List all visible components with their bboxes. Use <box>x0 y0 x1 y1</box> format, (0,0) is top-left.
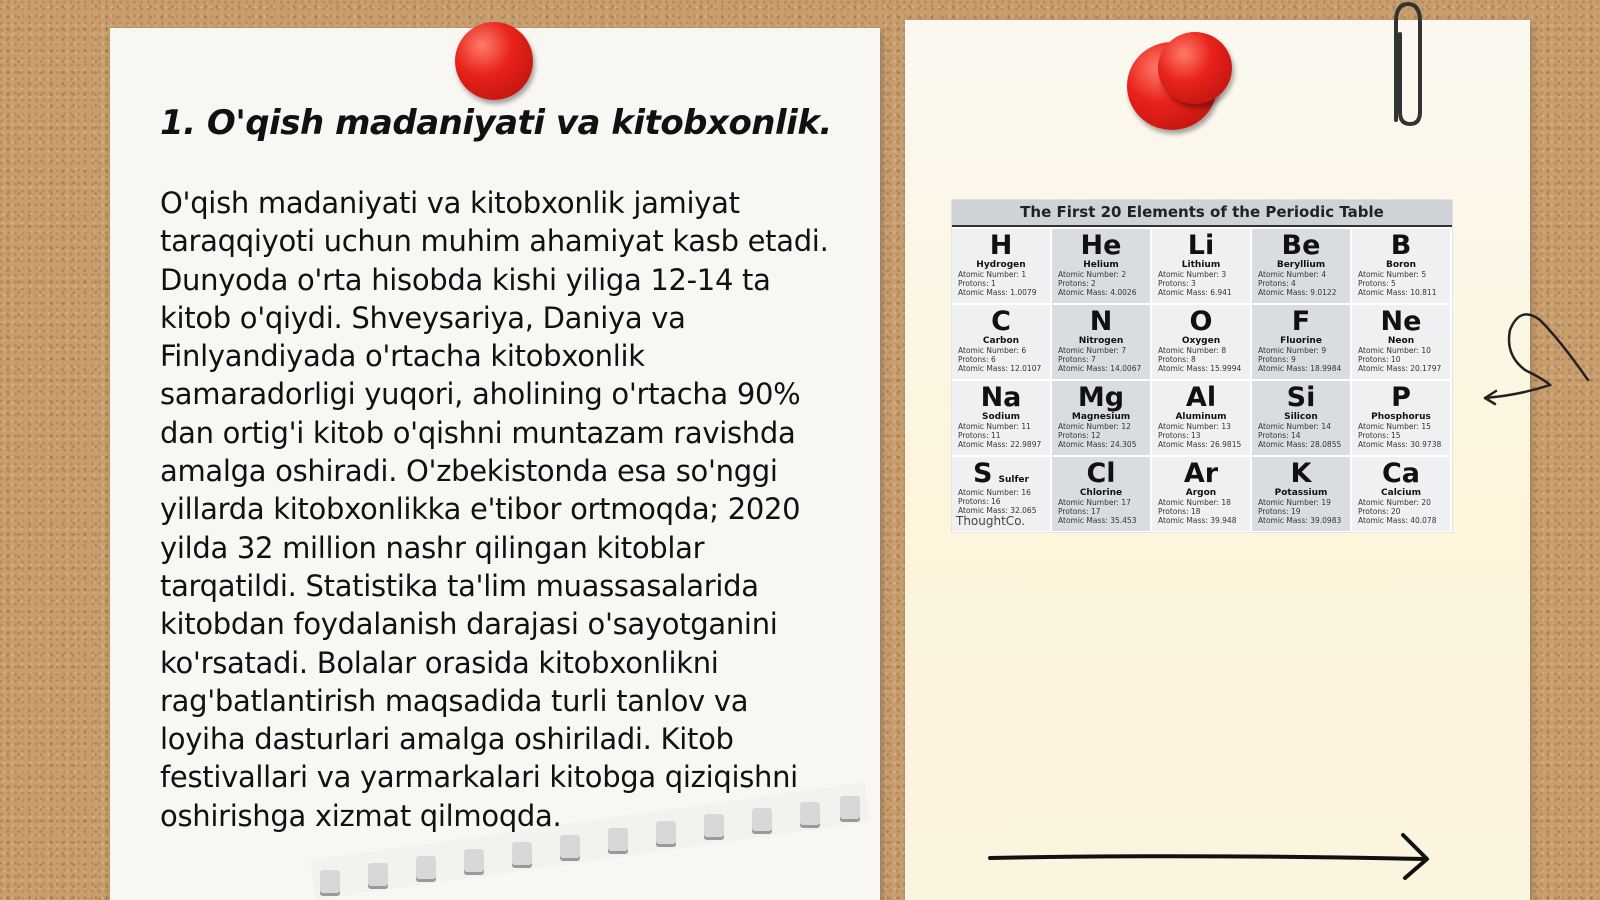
element-atomic-mass: Atomic Mass: 35.453 <box>1058 516 1137 525</box>
element-protons: Protons: 10 <box>1358 355 1401 364</box>
element-protons: Protons: 3 <box>1158 279 1196 288</box>
element-atomic-mass: Atomic Mass: 12.0107 <box>958 364 1042 373</box>
element-cell <box>1252 381 1350 455</box>
element-cell <box>952 229 1050 303</box>
element-cell <box>952 381 1050 455</box>
element-atomic-mass: Atomic Mass: 1.0079 <box>958 288 1037 297</box>
element-atomic-mass: Atomic Mass: 18.9984 <box>1258 364 1342 373</box>
element-atomic-number: Atomic Number: 11 <box>958 422 1031 431</box>
element-atomic-number: Atomic Number: 10 <box>1358 346 1431 355</box>
element-symbol: Na <box>980 382 1022 413</box>
element-cell <box>1252 305 1350 379</box>
element-atomic-number: Atomic Number: 5 <box>1358 270 1427 279</box>
element-name: Neon <box>1387 336 1415 346</box>
element-protons: Protons: 12 <box>1058 431 1101 440</box>
element-name: Sodium <box>982 412 1020 422</box>
element-symbol: He <box>1080 230 1122 261</box>
periodic-table-image <box>951 199 1453 533</box>
element-cell <box>1152 305 1250 379</box>
element-symbol: Mg <box>1077 382 1125 413</box>
element-atomic-number: Atomic Number: 14 <box>1258 422 1331 431</box>
paper-tab <box>368 863 388 889</box>
element-protons: Protons: 7 <box>1058 355 1096 364</box>
paper-tab <box>320 870 340 896</box>
element-symbol: Ca <box>1381 458 1421 489</box>
long-arrow-right-icon <box>985 830 1445 880</box>
element-atomic-mass: Atomic Mass: 39.948 <box>1158 516 1237 525</box>
element-atomic-number: Atomic Number: 13 <box>1158 422 1231 431</box>
element-atomic-number: Atomic Number: 18 <box>1158 498 1231 507</box>
element-atomic-number: Atomic Number: 16 <box>958 488 1031 497</box>
element-cell <box>952 305 1050 379</box>
element-atomic-mass: Atomic Mass: 22.9897 <box>958 440 1042 449</box>
element-name: Phosphorus <box>1371 412 1431 422</box>
element-name: Potassium <box>1274 488 1328 498</box>
element-heading <box>952 460 1050 488</box>
element-atomic-mass: Atomic Mass: 24.305 <box>1058 440 1137 449</box>
element-protons: Protons: 11 <box>958 431 1001 440</box>
element-atomic-number: Atomic Number: 1 <box>958 270 1027 279</box>
push-pin-icon <box>1158 32 1232 104</box>
element-protons: Protons: 13 <box>1158 431 1201 440</box>
element-symbol: Ar <box>1183 458 1219 489</box>
brand-logo-text: ThoughtCo. <box>956 514 1026 528</box>
element-protons: Protons: 4 <box>1258 279 1296 288</box>
element-protons: Protons: 1 <box>958 279 996 288</box>
element-atomic-mass: Atomic Mass: 14.0067 <box>1058 364 1142 373</box>
paper-tab <box>840 796 860 822</box>
element-name: Silicon <box>1284 412 1318 422</box>
element-atomic-mass: Atomic Mass: 30.9738 <box>1358 440 1442 449</box>
element-symbol: N <box>1089 306 1113 337</box>
element-protons: Protons: 19 <box>1258 507 1301 516</box>
element-atomic-mass: Atomic Mass: 26.9815 <box>1158 440 1242 449</box>
element-atomic-mass: Atomic Mass: 39.0983 <box>1258 516 1342 525</box>
element-symbol: Ne <box>1380 306 1422 337</box>
element-protons: Protons: 5 <box>1358 279 1396 288</box>
periodic-table-grid <box>952 227 1452 531</box>
element-atomic-number: Atomic Number: 4 <box>1258 270 1327 279</box>
element-symbol: Al <box>1185 382 1217 413</box>
push-pin-icon <box>455 22 533 100</box>
element-name: Beryllium <box>1276 260 1326 270</box>
element-atomic-number: Atomic Number: 8 <box>1158 346 1227 355</box>
element-protons: Protons: 16 <box>958 497 1001 506</box>
element-cell <box>1352 229 1450 303</box>
element-name: Hydrogen <box>976 260 1026 270</box>
element-atomic-number: Atomic Number: 20 <box>1358 498 1431 507</box>
element-protons: Protons: 15 <box>1358 431 1401 440</box>
element-cell <box>1352 305 1450 379</box>
element-atomic-number: Atomic Number: 12 <box>1058 422 1131 431</box>
paper-tab <box>512 842 532 868</box>
element-protons: Protons: 6 <box>958 355 996 364</box>
element-atomic-mass: Atomic Mass: 20.1797 <box>1358 364 1442 373</box>
element-atomic-number: Atomic Number: 3 <box>1158 270 1227 279</box>
element-atomic-mass: Atomic Mass: 40.078 <box>1358 516 1437 525</box>
element-cell <box>1152 381 1250 455</box>
element-atomic-number: Atomic Number: 19 <box>1258 498 1331 507</box>
element-cell <box>1052 305 1150 379</box>
element-cell <box>1352 457 1450 531</box>
element-protons: Protons: 20 <box>1358 507 1401 516</box>
element-atomic-number: Atomic Number: 2 <box>1058 270 1127 279</box>
element-atomic-number: Atomic Number: 6 <box>958 346 1027 355</box>
element-symbol: P <box>1391 382 1411 413</box>
paper-tab <box>416 856 436 882</box>
element-symbol: K <box>1290 458 1312 489</box>
element-symbol: H <box>989 230 1013 261</box>
element-name: Lithium <box>1181 260 1221 270</box>
element-name: Sulfer <box>998 475 1029 485</box>
element-cell <box>1252 457 1350 531</box>
element-name: Oxygen <box>1181 336 1221 346</box>
element-protons: Protons: 17 <box>1058 507 1101 516</box>
element-symbol: F <box>1291 306 1311 337</box>
element-atomic-mass: Atomic Mass: 6.941 <box>1158 288 1232 297</box>
element-atomic-mass: Atomic Mass: 4.0026 <box>1058 288 1137 297</box>
element-name: Carbon <box>982 336 1020 346</box>
element-atomic-number: Atomic Number: 9 <box>1258 346 1327 355</box>
element-name: Fluorine <box>1280 336 1322 346</box>
element-atomic-mass: Atomic Mass: 10.811 <box>1358 288 1437 297</box>
element-name: Helium <box>1083 260 1119 270</box>
element-atomic-mass: Atomic Mass: 28.0855 <box>1258 440 1342 449</box>
element-atomic-number: Atomic Number: 15 <box>1358 422 1431 431</box>
element-symbol: O <box>1189 306 1213 337</box>
page-title: 1. O'qish madaniyati va kitobxonlik. <box>160 103 832 143</box>
element-cell <box>1152 229 1250 303</box>
element-name: Boron <box>1385 260 1417 270</box>
element-cell <box>1252 229 1350 303</box>
element-name: Argon <box>1185 488 1217 498</box>
element-name: Nitrogen <box>1078 336 1124 346</box>
paperclip-icon <box>1378 0 1438 130</box>
element-symbol: S <box>973 458 993 489</box>
element-name: Aluminum <box>1175 412 1227 422</box>
element-cell <box>1052 381 1150 455</box>
paper-tab <box>560 835 580 861</box>
element-atomic-mass: Atomic Mass: 15.9994 <box>1158 364 1242 373</box>
curly-arrow-left-icon <box>1480 300 1590 410</box>
element-protons: Protons: 2 <box>1058 279 1096 288</box>
periodic-table-title: The First 20 Elements of the Periodic Table <box>952 200 1452 227</box>
element-protons: Protons: 9 <box>1258 355 1296 364</box>
element-cell <box>1052 457 1150 531</box>
element-protons: Protons: 18 <box>1158 507 1201 516</box>
element-symbol: Be <box>1281 230 1321 261</box>
element-name: Magnesium <box>1071 412 1131 422</box>
element-name: Calcium <box>1381 488 1421 498</box>
element-atomic-number: Atomic Number: 7 <box>1058 346 1127 355</box>
element-atomic-number: Atomic Number: 17 <box>1058 498 1131 507</box>
element-protons: Protons: 8 <box>1158 355 1196 364</box>
element-cell <box>1352 381 1450 455</box>
element-cell <box>1152 457 1250 531</box>
element-symbol: Si <box>1286 382 1316 413</box>
element-cell <box>1052 229 1150 303</box>
element-atomic-mass: Atomic Mass: 9.0122 <box>1258 288 1337 297</box>
element-protons: Protons: 14 <box>1258 431 1301 440</box>
element-symbol: C <box>991 306 1011 337</box>
element-symbol: Li <box>1187 230 1215 261</box>
body-paragraph: O'qish madaniyati va kitobxonlik jamiyat taraqqiyoti uchun muhim ahamiyat kasb etadi. Dunyoda o'rta hisobda kishi yiliga 12-14 ta kitob o'qiydi. Shveysariya, Daniya va Finlyandiyada o'rtacha kitobxonlik samaradorligi yuqori, aholining o'rtacha 90% dan ortig'i kitob o'qishni muntazam ravishda amalga oshiradi. O'zbekistonda esa so'nggi yillarda kitobxonlikka e'tibor ortmoqda; 2020 yilda 32 million nashr qilingan kitoblar tarqatildi. Statistika ta'lim muassasalarida kitobdan foydalanish darajasi o'sayotganini ko'rsatadi. Bolalar orasida kitobxonlikni rag'batlantirish maqsadida turli tanlov va loyiha dasturlari amalga oshiriladi. Kitob festivallari va yarmarkalari kitobga qiziqishni oshirishga xizmat qilmoqda. <box>160 186 829 833</box>
element-cell <box>952 457 1050 531</box>
element-symbol: Cl <box>1086 458 1116 489</box>
element-symbol: B <box>1390 230 1412 261</box>
paper-tab <box>464 849 484 875</box>
element-name: Chlorine <box>1079 488 1123 498</box>
element-atomic-mass: Atomic Mass: 32.065 <box>958 506 1037 515</box>
